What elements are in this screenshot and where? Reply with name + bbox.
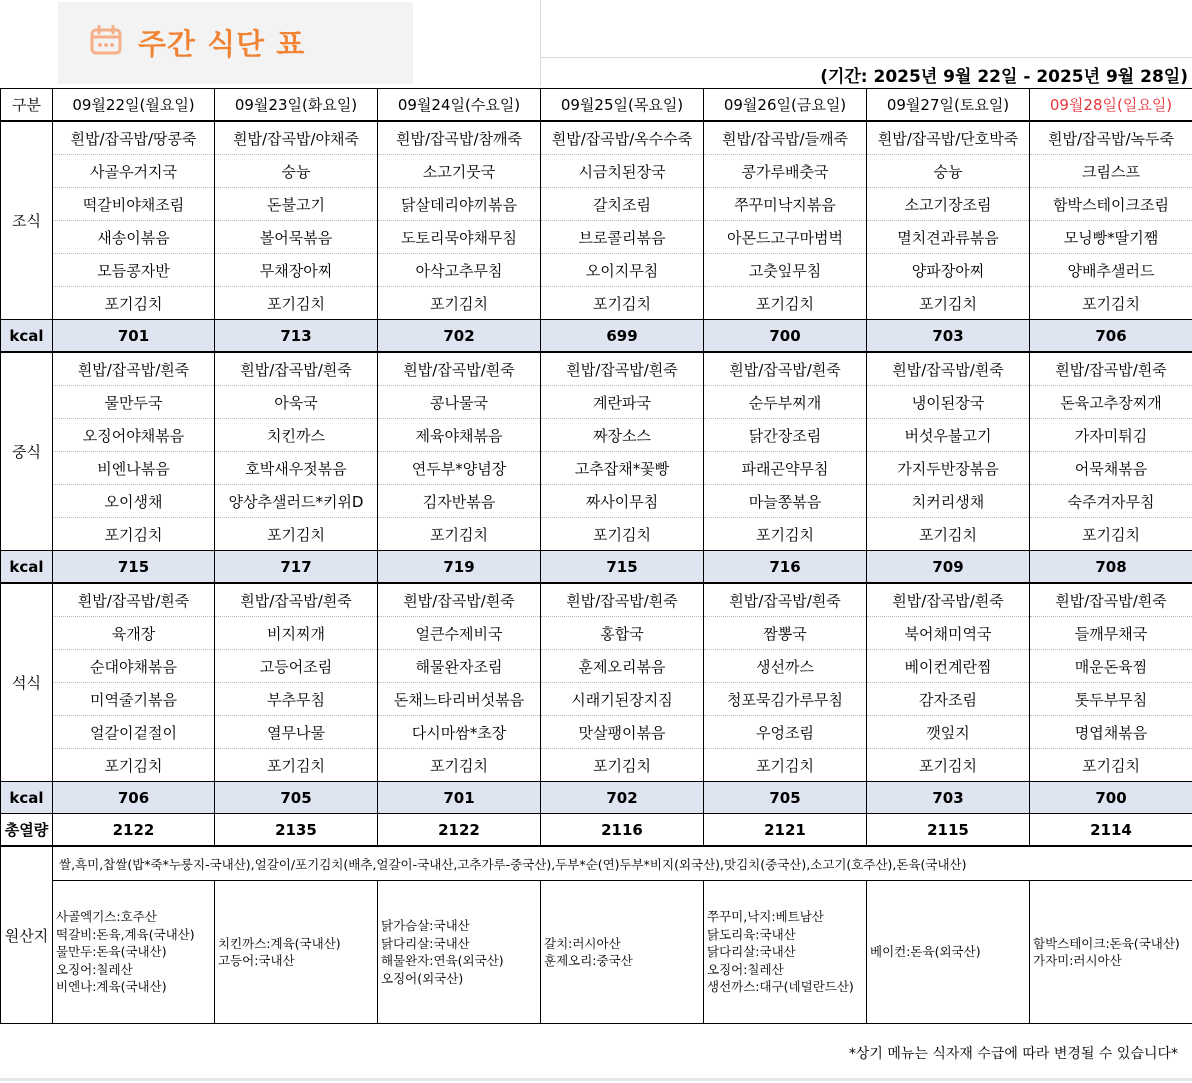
menu-item: 맛살팽이볶음 [541,716,704,749]
menu-item: 북어채미역국 [867,617,1030,650]
kcal-row [1,782,1192,814]
menu-item: 아몬드고구마범벅 [704,221,867,254]
kcal-value: 702 [541,782,704,814]
menu-item: 포기김치 [1030,518,1192,551]
menu-item: 포기김치 [378,749,541,782]
total-value: 2115 [867,814,1030,847]
header-row [1,89,1192,122]
origin-common: 쌀,흑미,찹쌀(밥*죽*누룽지-국내산),얼갈이/포기김치(배추,얼갈이-국내산,고추가루-중국산),두부*순(연)두부*비지(외국산),맛김치(중국산),소고기(호주산),돈육(국내산) [53,846,1192,881]
menu-item: 가자미튀김 [1030,419,1192,452]
day-header: 09월27일(토요일) [867,89,1030,122]
footnote: *상기 메뉴는 식자재 수급에 따라 변경될 수 있습니다* [848,1046,1178,1062]
menu-item: 돈육고추장찌개 [1030,386,1192,419]
origin-line: 해물완자:연육(외국산) [381,953,504,968]
kcal-value: 706 [1030,320,1192,353]
menu-item: 고추잡채*꽃빵 [541,452,704,485]
menu-item: 포기김치 [704,518,867,551]
menu-item: 김자반볶음 [378,485,541,518]
menu-row [1,749,1192,782]
menu-row [1,583,1192,617]
kcal-value: 706 [53,782,215,814]
kcal-value: 719 [378,551,541,584]
menu-item: 비엔나볶음 [53,452,215,485]
menu-item: 치킨까스 [215,419,378,452]
kcal-row [1,320,1192,353]
menu-item: 포기김치 [215,287,378,320]
menu-item: 생선까스 [704,650,867,683]
kcal-value: 713 [215,320,378,353]
menu-item: 비지찌개 [215,617,378,650]
kcal-value: 705 [215,782,378,814]
menu-item: 흰밥/잡곡밥/흰죽 [378,583,541,617]
menu-item: 포기김치 [867,518,1030,551]
day-header: 09월26일(금요일) [704,89,867,122]
menu-item: 흰밥/잡곡밥/흰죽 [867,583,1030,617]
menu-item: 닭살데리야끼볶음 [378,188,541,221]
menu-item: 고등어조림 [215,650,378,683]
total-value: 2135 [215,814,378,847]
divider [0,1078,1192,1081]
menu-row [1,386,1192,419]
divider [540,57,1192,58]
kcal-value: 716 [704,551,867,584]
menu-item: 가지두반장볶음 [867,452,1030,485]
menu-item: 포기김치 [867,287,1030,320]
menu-item: 포기김치 [215,518,378,551]
menu-item: 포기김치 [215,749,378,782]
menu-item: 소고기장조림 [867,188,1030,221]
corner-label: 구분 [1,89,53,122]
menu-item: 흰밥/잡곡밥/흰죽 [867,352,1030,386]
menu-item: 순두부찌개 [704,386,867,419]
menu-item: 포기김치 [53,518,215,551]
menu-item: 포기김치 [704,749,867,782]
menu-item: 어묵채볶음 [1030,452,1192,485]
menu-item: 다시마쌈*초장 [378,716,541,749]
period-range: (기간: 2025년 9월 22일 - 2025년 9월 28일) [820,67,1188,87]
menu-item: 볼어묵볶음 [215,221,378,254]
day-header: 09월25일(목요일) [541,89,704,122]
menu-item: 포기김치 [378,287,541,320]
menu-item: 아욱국 [215,386,378,419]
menu-item: 흰밥/잡곡밥/들깨죽 [704,121,867,155]
origin-line: 함박스테이크:돈육(국내산) [1033,935,1180,951]
menu-item: 해물완자조림 [378,650,541,683]
menu-item: 깻잎지 [867,716,1030,749]
menu-row [1,683,1192,716]
menu-item: 짜사이무침 [541,485,704,518]
total-value: 2122 [53,814,215,847]
menu-row [1,716,1192,749]
kcal-value: 717 [215,551,378,584]
menu-item: 감자조림 [867,683,1030,716]
menu-item: 포기김치 [541,749,704,782]
menu-item: 도토리묵야채무침 [378,221,541,254]
kcal-value: 700 [1030,782,1192,814]
menu-item: 무채장아찌 [215,254,378,287]
kcal-label: kcal [1,320,53,353]
origin-detail [704,881,867,1024]
menu-item: 얼큰수제비국 [378,617,541,650]
menu-item: 양파장아찌 [867,254,1030,287]
menu-item: 포기김치 [53,287,215,320]
menu-row [1,485,1192,518]
menu-item: 치커리생채 [867,485,1030,518]
divider [540,0,541,86]
origin-line: 생선까스:대구(네덜란드산) [707,979,854,995]
menu-item: 흰밥/잡곡밥/흰죽 [541,352,704,386]
menu-item: 흰밥/잡곡밥/흰죽 [1030,352,1192,386]
menu-item: 짬뽕국 [704,617,867,650]
kcal-value: 701 [53,320,215,353]
menu-item: 콩나물국 [378,386,541,419]
menu-item: 흰밥/잡곡밥/흰죽 [53,583,215,617]
origin-line: 닭도리육:국내산 [707,926,796,942]
menu-item: 짜장소스 [541,419,704,452]
menu-item: 흰밥/잡곡밥/흰죽 [215,583,378,617]
menu-item: 흰밥/잡곡밥/참깨죽 [378,121,541,155]
menu-item: 쭈꾸미낙지볶음 [704,188,867,221]
menu-row [1,121,1192,155]
menu-row [1,352,1192,386]
menu-row [1,221,1192,254]
menu-item: 냉이된장국 [867,386,1030,419]
origin-detail [541,881,704,1024]
menu-item: 매운돈육찜 [1030,650,1192,683]
page-title: 주간 식단 표 [138,27,306,61]
menu-item: 훈제오리볶음 [541,650,704,683]
day-header: 09월28일(일요일) [1030,89,1192,122]
kcal-value: 705 [704,782,867,814]
menu-item: 오징어야채볶음 [53,419,215,452]
origin-line: 갈치:러시아산 [544,935,621,951]
menu-item: 오이지무침 [541,254,704,287]
menu-item: 얼갈이겉절이 [53,716,215,749]
menu-item: 브로콜리볶음 [541,221,704,254]
menu-item: 명엽채볶음 [1030,716,1192,749]
origin-detail [215,881,378,1024]
menu-item: 돈채느타리버섯볶음 [378,683,541,716]
kcal-value: 700 [704,320,867,353]
menu-item: 톳두부무침 [1030,683,1192,716]
menu-item: 닭간장조림 [704,419,867,452]
origin-line: 치킨까스:계육(국내산) [218,935,341,951]
menu-item: 버섯우불고기 [867,419,1030,452]
origin-line: 닭다리살:국내산 [707,944,796,960]
menu-item: 소고기뭇국 [378,155,541,188]
day-header: 09월22일(월요일) [53,89,215,122]
day-header: 09월23일(화요일) [215,89,378,122]
origin-line: 닭다리살:국내산 [381,935,470,951]
total-value: 2114 [1030,814,1192,847]
menu-item: 마늘쫑볶음 [704,485,867,518]
menu-item: 부추무침 [215,683,378,716]
menu-item: 흰밥/잡곡밥/녹두죽 [1030,121,1192,155]
menu-item: 흰밥/잡곡밥/땅콩죽 [53,121,215,155]
menu-item: 시래기된장지짐 [541,683,704,716]
menu-row [1,419,1192,452]
origin-line: 물만두:돈육(국내산) [56,944,167,960]
origin-line: 오징어:칠레산 [707,961,784,977]
origin-label: 원산지 [1,846,53,1024]
menu-row [1,452,1192,485]
kcal-value: 703 [867,782,1030,814]
menu-item: 양배추샐러드 [1030,254,1192,287]
menu-item: 베이컨계란찜 [867,650,1030,683]
menu-item: 돈불고기 [215,188,378,221]
menu-item: 흰밥/잡곡밥/흰죽 [1030,583,1192,617]
menu-item: 홍합국 [541,617,704,650]
menu-item: 연두부*양념장 [378,452,541,485]
menu-item: 아삭고추무침 [378,254,541,287]
menu-item: 호박새우젓볶음 [215,452,378,485]
menu-item: 흰밥/잡곡밥/흰죽 [378,352,541,386]
total-row [1,814,1192,847]
origin-detail [53,881,215,1024]
menu-item: 흰밥/잡곡밥/야채죽 [215,121,378,155]
menu-item: 흰밥/잡곡밥/흰죽 [53,352,215,386]
menu-item: 들깨무채국 [1030,617,1192,650]
menu-item: 포기김치 [867,749,1030,782]
menu-item: 흰밥/잡곡밥/옥수수죽 [541,121,704,155]
kcal-value: 699 [541,320,704,353]
menu-item: 콩가루배춧국 [704,155,867,188]
kcal-value: 715 [541,551,704,584]
menu-item: 흰밥/잡곡밥/흰죽 [215,352,378,386]
menu-item: 함박스테이크조림 [1030,188,1192,221]
menu-item: 모닝빵*딸기쨈 [1030,221,1192,254]
menu-item: 미역줄기볶음 [53,683,215,716]
kcal-label: kcal [1,782,53,814]
menu-item: 청포묵김가루무침 [704,683,867,716]
menu-row [1,287,1192,320]
total-value: 2121 [704,814,867,847]
menu-item: 물만두국 [53,386,215,419]
menu-row [1,254,1192,287]
menu-row [1,188,1192,221]
menu-item: 순대야채볶음 [53,650,215,683]
origin-line: 떡갈비:돈육,계육(국내산) [56,926,195,942]
menu-item: 우엉조림 [704,716,867,749]
kcal-value: 701 [378,782,541,814]
origin-detail-row [1,881,1192,1024]
kcal-value: 703 [867,320,1030,353]
menu-item: 열무나물 [215,716,378,749]
menu-item: 갈치조림 [541,188,704,221]
kcal-value: 708 [1030,551,1192,584]
origin-common-row [1,846,1192,881]
menu-item: 흰밥/잡곡밥/흰죽 [541,583,704,617]
menu-item: 숙주겨자무침 [1030,485,1192,518]
day-header: 09월24일(수요일) [378,89,541,122]
origin-detail [867,881,1030,1024]
meal-label: 중식 [1,352,53,551]
menu-item: 멸치견과류볶음 [867,221,1030,254]
menu-item: 시금치된장국 [541,155,704,188]
origin-line: 가자미:러시아산 [1033,953,1122,968]
menu-item: 크림스프 [1030,155,1192,188]
meal-label: 석식 [1,583,53,782]
origin-line: 베이컨:돈육(외국산) [870,944,981,960]
origin-line: 오징어:칠레산 [56,961,133,977]
menu-item: 육개장 [53,617,215,650]
menu-row [1,650,1192,683]
menu-row [1,518,1192,551]
origin-line: 오징어(외국산) [381,970,464,986]
origin-line: 닭가슴살:국내산 [381,918,470,933]
menu-item: 포기김치 [541,287,704,320]
origin-detail [1030,881,1192,1024]
menu-item: 포기김치 [1030,749,1192,782]
menu-item: 제육야채볶음 [378,419,541,452]
total-value: 2116 [541,814,704,847]
menu-item: 떡갈비야채조림 [53,188,215,221]
kcal-label: kcal [1,551,53,584]
kcal-row [1,551,1192,584]
menu-item: 흰밥/잡곡밥/흰죽 [704,352,867,386]
menu-item: 오이생채 [53,485,215,518]
origin-line: 쭈꾸미,낙지:베트남산 [707,909,824,925]
total-label: 총열량 [1,814,53,847]
menu-item: 계란파국 [541,386,704,419]
total-value: 2122 [378,814,541,847]
origin-line: 훈제오리:중국산 [544,953,633,968]
menu-item: 사골우거지국 [53,155,215,188]
origin-line: 비엔나:계육(국내산) [56,979,167,995]
meal-label: 조식 [1,121,53,320]
origin-line: 고등어:국내산 [218,953,295,968]
menu-item: 포기김치 [541,518,704,551]
menu-item: 새송이볶음 [53,221,215,254]
menu-item: 모듬콩자반 [53,254,215,287]
menu-item: 흰밥/잡곡밥/단호박죽 [867,121,1030,155]
menu-row [1,155,1192,188]
menu-item: 숭늉 [215,155,378,188]
origin-detail [378,881,541,1024]
menu-item: 포기김치 [704,287,867,320]
menu-item: 흰밥/잡곡밥/흰죽 [704,583,867,617]
menu-item: 파래곤약무침 [704,452,867,485]
menu-item: 고춧잎무침 [704,254,867,287]
calendar-icon [90,25,122,55]
menu-item: 양상추샐러드*키위D [215,485,378,518]
menu-item: 포기김치 [1030,287,1192,320]
kcal-value: 715 [53,551,215,584]
menu-item: 포기김치 [378,518,541,551]
kcal-value: 709 [867,551,1030,584]
menu-item: 숭늉 [867,155,1030,188]
weekly-menu-table [0,88,1192,1024]
menu-item: 포기김치 [53,749,215,782]
kcal-value: 702 [378,320,541,353]
menu-row [1,617,1192,650]
origin-line: 사골엑기스:호주산 [56,909,157,925]
